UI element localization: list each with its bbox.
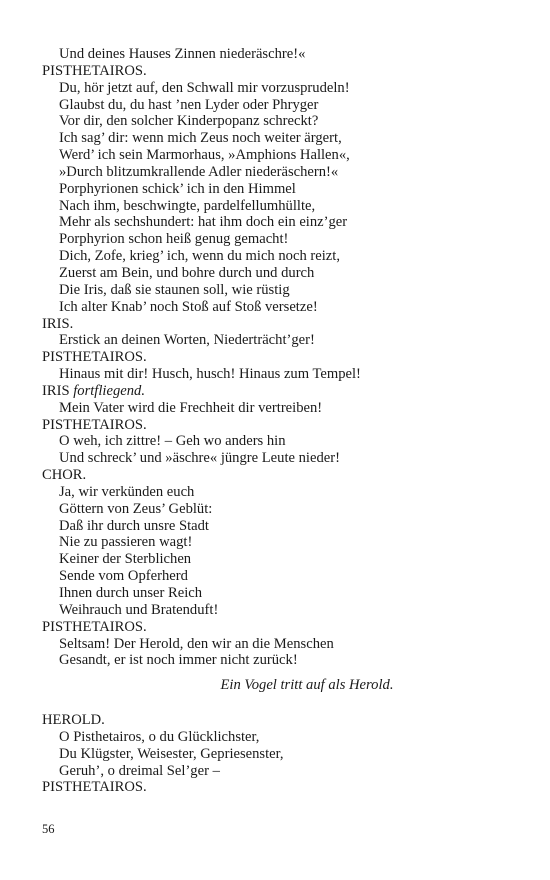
verse-line: Sende vom Opferherd (59, 568, 188, 585)
speaker-name: IRIS (42, 382, 74, 399)
verse-line: Ihnen durch unser Reich (59, 585, 203, 601)
verse-line: »Durch blitzumkrallende Adler niederäschern!« (59, 163, 339, 180)
verse-line: Glaubst du, du hast ’nen Lyder oder Phryger (59, 96, 319, 113)
verse-line: Porphyrionen schick’ ich in den Himmel (59, 180, 296, 197)
verse-line: Werd’ ich sein Marmorhaus, »Amphions Hallen«, (59, 147, 350, 164)
verse-line: Und deines Hauses Zinnen niederäschre!« (59, 46, 306, 62)
verse-line: O Pisthetairos, o du Glücklichster, (59, 728, 260, 745)
verse-line: Gesandt, er ist noch immer nicht zurück! (59, 652, 298, 669)
verse-line: Erstick an deinen Worten, Niederträcht’ger! (59, 332, 315, 349)
verse-line: Nach ihm, beschwingte, pardelfellumhüllte, (59, 197, 316, 214)
verse-line: Daß ihr durch unsre Stadt (59, 517, 209, 534)
verse-line: Geruh’, o dreimal Sel’ger – (59, 762, 220, 779)
verse-line: Ich alter Knab’ noch Stoß auf Stoß versetze! (59, 298, 318, 315)
verse-line: Ja, wir verkünden euch (59, 483, 195, 500)
verse-line: Du Klügster, Weisester, Gepriesenster, (59, 745, 284, 762)
speaker-name: PISTHETAIROS. (42, 62, 147, 79)
speaker-name: PISTHETAIROS. (42, 618, 147, 635)
verse-line: Seltsam! Der Herold, den wir an die Menschen (59, 635, 334, 652)
speaker-name: PISTHETAIROS. (42, 349, 147, 366)
speaker-name: PISTHETAIROS. (42, 416, 147, 433)
play-text (42, 46, 512, 796)
stage-direction-inline: fortfliegend. (73, 382, 145, 399)
verse-line: Vor dir, den solcher Kinderpopanz schreckt? (59, 113, 319, 130)
verse-line: Mein Vater wird die Frechheit dir vertreiben! (59, 399, 323, 416)
verse-line: O weh, ich zittre! – Geh wo anders hin (59, 433, 286, 450)
verse-line: Mehr als sechshundert: hat ihm doch ein einz’ger (59, 214, 348, 231)
page-number: 56 (42, 822, 55, 836)
verse-line: Hinaus mit dir! Husch, husch! Hinaus zum Tempel! (59, 366, 361, 383)
verse-line: Die Iris, daß sie staunen soll, wie rüstig (59, 281, 290, 298)
speaker-name: PISTHETAIROS. (42, 779, 147, 796)
verse-line: Nie zu passieren wagt! (59, 534, 193, 551)
verse-line: Zuerst am Bein, und bohre durch und durch (59, 264, 315, 281)
verse-line: Ich sag’ dir: wenn mich Zeus noch weiter ärgert, (59, 130, 342, 147)
verse-line: Und schreck’ und »äschre« jüngre Leute nieder! (59, 450, 340, 467)
speaker-name: CHOR. (42, 467, 87, 484)
speaker-with-direction (42, 383, 512, 400)
speaker-name: HEROLD. (42, 712, 105, 729)
verse-line: Dich, Zofe, krieg’ ich, wenn du mich noch reizt, (59, 248, 340, 265)
verse-line: Porphyrion schon heiß genug gemacht! (59, 231, 289, 248)
verse-line: Keiner der Sterblichen (59, 551, 192, 568)
stage-direction: Ein Vogel tritt auf als Herold. (220, 677, 394, 694)
verse-line: Göttern von Zeus’ Geblüt: (59, 500, 213, 517)
verse-line: Weihrauch und Bratenduft! (59, 601, 219, 618)
speaker-name: IRIS. (42, 315, 74, 332)
verse-line: Du, hör jetzt auf, den Schwall mir vorzusprudeln! (59, 79, 350, 96)
